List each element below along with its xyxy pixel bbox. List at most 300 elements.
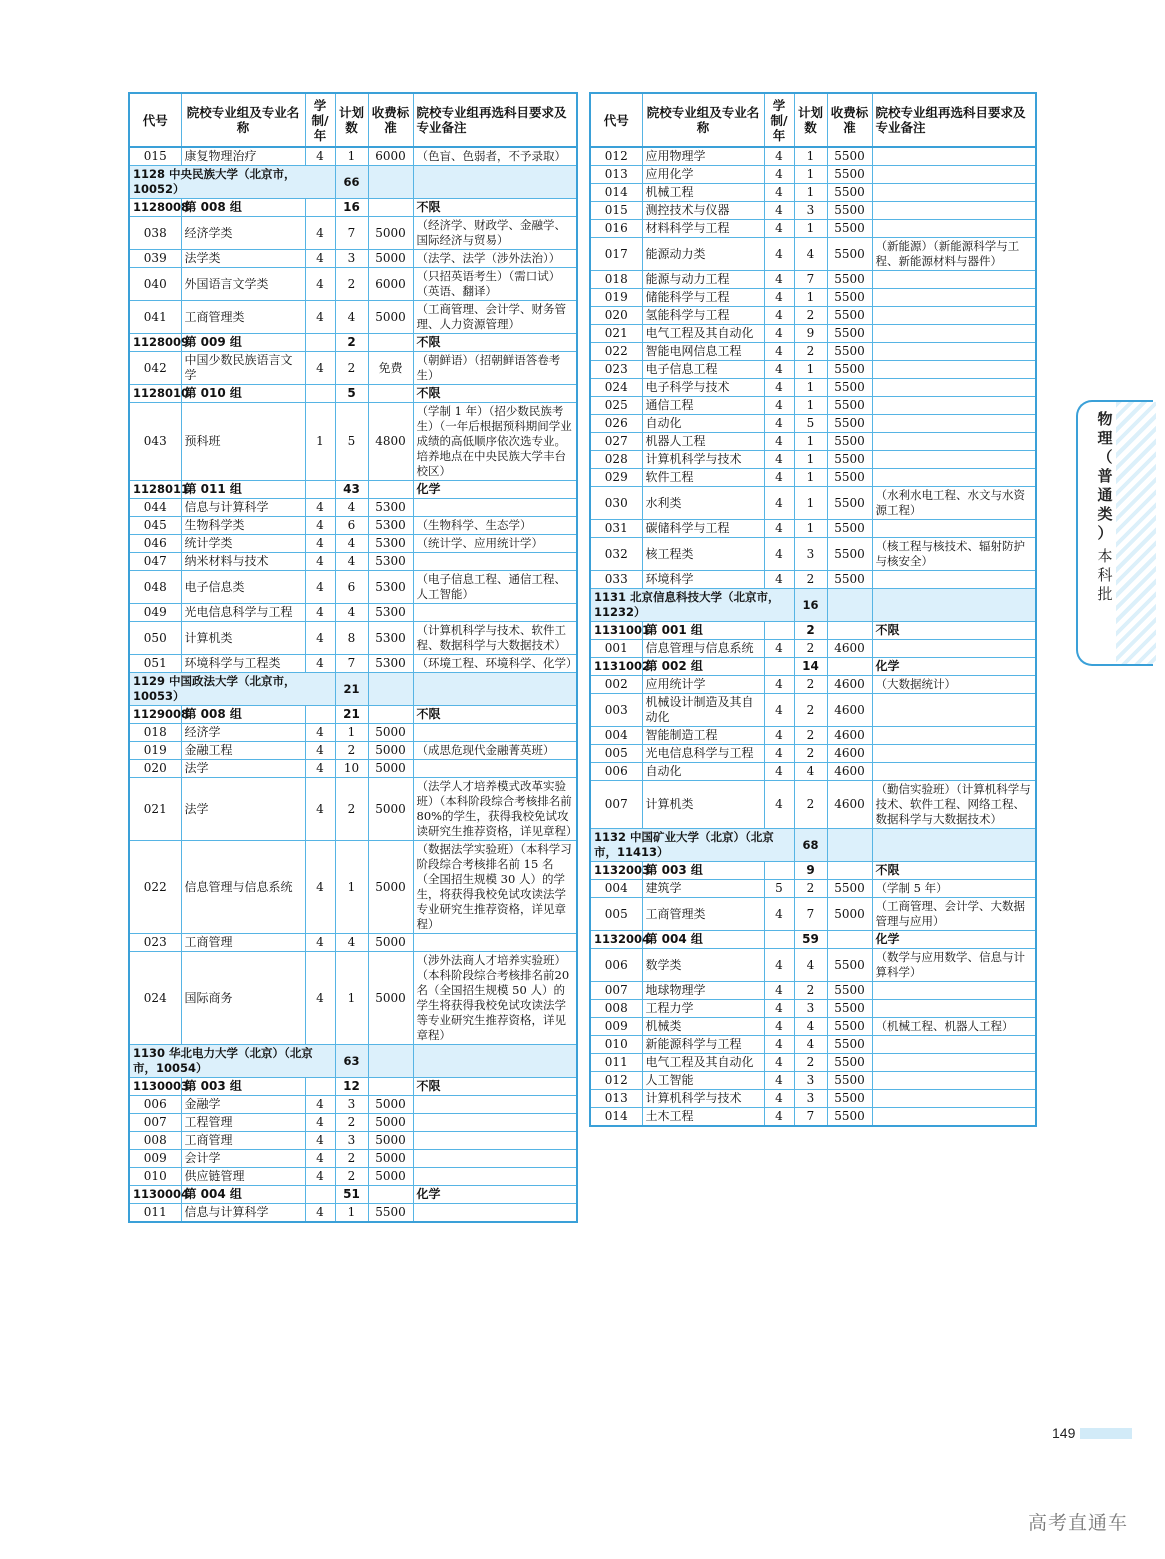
major-note xyxy=(413,1132,577,1150)
major-name: 工商管理类 xyxy=(642,898,764,931)
major-fee: 6000 xyxy=(368,268,413,301)
empty-cell xyxy=(305,1186,335,1204)
major-years: 4 xyxy=(764,1090,794,1108)
major-years: 4 xyxy=(764,781,794,829)
major-code: 013 xyxy=(590,1090,642,1108)
major-plan: 6 xyxy=(335,571,368,604)
major-note xyxy=(872,571,1036,589)
major-plan: 3 xyxy=(794,1072,827,1090)
major-plan: 4 xyxy=(335,553,368,571)
group-row xyxy=(590,658,1036,676)
empty-cell xyxy=(764,622,794,640)
major-years: 4 xyxy=(764,1018,794,1036)
major-row xyxy=(129,1096,577,1114)
major-row xyxy=(590,949,1036,982)
major-fee: 5500 xyxy=(827,325,872,343)
major-fee: 5300 xyxy=(368,553,413,571)
major-years: 4 xyxy=(305,352,335,385)
group-name: 第 004 组 xyxy=(181,1186,305,1204)
group-plan: 21 xyxy=(335,706,368,724)
major-fee: 5500 xyxy=(827,880,872,898)
major-code: 011 xyxy=(129,1204,181,1223)
major-fee: 5000 xyxy=(368,1114,413,1132)
major-note: （生物科学、生态学） xyxy=(413,517,577,535)
major-fee: 5500 xyxy=(827,238,872,271)
empty-cell xyxy=(413,166,577,199)
major-row xyxy=(590,379,1036,397)
university-row xyxy=(129,673,577,706)
group-requirement: 不限 xyxy=(413,1078,577,1096)
major-note: （数据法学实验班）（本科学习阶段综合考核排名前 15 名（全国招生规模 30 人）的学生，将获得我校免试攻读法学专业研究生推荐资格，详见章程） xyxy=(413,841,577,934)
major-years: 4 xyxy=(764,949,794,982)
major-row xyxy=(590,343,1036,361)
major-fee: 5000 xyxy=(368,1096,413,1114)
major-row xyxy=(129,553,577,571)
major-years: 4 xyxy=(764,640,794,658)
major-fee: 5500 xyxy=(827,220,872,238)
major-name: 机器人工程 xyxy=(642,433,764,451)
major-note xyxy=(872,289,1036,307)
header-years: 学制/年 xyxy=(764,93,794,147)
major-plan: 6 xyxy=(335,517,368,535)
major-row xyxy=(590,397,1036,415)
empty-cell xyxy=(764,862,794,880)
major-note xyxy=(413,724,577,742)
group-code: 1130004 xyxy=(129,1186,181,1204)
major-row xyxy=(590,538,1036,571)
major-code: 039 xyxy=(129,250,181,268)
major-row xyxy=(129,1114,577,1132)
empty-cell xyxy=(368,199,413,217)
major-row xyxy=(129,147,577,166)
major-plan: 1 xyxy=(794,361,827,379)
major-code: 043 xyxy=(129,403,181,481)
major-plan: 1 xyxy=(794,379,827,397)
major-row xyxy=(129,217,577,250)
header-code: 代号 xyxy=(590,93,642,147)
major-fee: 5000 xyxy=(368,760,413,778)
major-code: 025 xyxy=(590,397,642,415)
major-note xyxy=(872,982,1036,1000)
major-name: 光电信息科学与工程 xyxy=(181,604,305,622)
major-years: 4 xyxy=(305,760,335,778)
major-note xyxy=(872,166,1036,184)
major-note: （法学、法学（涉外法治）） xyxy=(413,250,577,268)
major-years: 5 xyxy=(764,880,794,898)
major-code: 050 xyxy=(129,622,181,655)
major-note: （只招英语考生）（需口试）（英语、翻译） xyxy=(413,268,577,301)
major-row xyxy=(129,1204,577,1223)
major-name: 核工程类 xyxy=(642,538,764,571)
major-code: 026 xyxy=(590,415,642,433)
major-fee: 5500 xyxy=(827,1018,872,1036)
major-note xyxy=(872,1054,1036,1072)
major-fee: 4600 xyxy=(827,781,872,829)
major-plan: 3 xyxy=(335,1132,368,1150)
side-category-char: 物 xyxy=(1097,410,1113,428)
university-name: 1132 中国矿业大学（北京）（北京市，11413） xyxy=(590,829,794,862)
group-requirement: 不限 xyxy=(413,706,577,724)
major-name: 数学类 xyxy=(642,949,764,982)
major-years: 4 xyxy=(764,202,794,220)
major-note xyxy=(872,1000,1036,1018)
group-requirement: 不限 xyxy=(413,334,577,352)
major-row xyxy=(590,220,1036,238)
major-row xyxy=(129,760,577,778)
major-plan: 1 xyxy=(335,841,368,934)
major-row xyxy=(590,238,1036,271)
university-name: 1128 中央民族大学（北京市，10052） xyxy=(129,166,335,199)
major-plan: 2 xyxy=(794,676,827,694)
major-years: 4 xyxy=(305,742,335,760)
major-plan: 1 xyxy=(794,184,827,202)
major-fee: 5000 xyxy=(368,1168,413,1186)
group-name: 第 002 组 xyxy=(642,658,764,676)
major-code: 010 xyxy=(129,1168,181,1186)
major-plan: 8 xyxy=(335,622,368,655)
group-plan: 16 xyxy=(335,199,368,217)
major-row xyxy=(129,934,577,952)
major-name: 计算机类 xyxy=(642,781,764,829)
major-row xyxy=(590,361,1036,379)
major-fee: 5500 xyxy=(827,469,872,487)
major-fee: 5500 xyxy=(827,361,872,379)
side-tab-stripes xyxy=(1116,402,1156,664)
major-plan: 2 xyxy=(335,742,368,760)
major-fee: 5300 xyxy=(368,571,413,604)
major-row xyxy=(590,520,1036,538)
university-name: 1130 华北电力大学（北京）（北京市，10054） xyxy=(129,1045,335,1078)
group-code: 1129008 xyxy=(129,706,181,724)
major-name: 供应链管理 xyxy=(181,1168,305,1186)
university-row xyxy=(129,166,577,199)
major-note xyxy=(872,745,1036,763)
major-plan: 4 xyxy=(794,1018,827,1036)
major-row xyxy=(590,694,1036,727)
major-plan: 2 xyxy=(794,343,827,361)
major-years: 4 xyxy=(305,934,335,952)
major-name: 信息与计算科学 xyxy=(181,499,305,517)
major-years: 4 xyxy=(764,745,794,763)
major-name: 法学 xyxy=(181,760,305,778)
major-plan: 2 xyxy=(335,1150,368,1168)
major-name: 储能科学与工程 xyxy=(642,289,764,307)
major-note xyxy=(872,379,1036,397)
major-code: 003 xyxy=(590,694,642,727)
major-name: 机械类 xyxy=(642,1018,764,1036)
major-row xyxy=(590,676,1036,694)
major-note: （学制 5 年） xyxy=(872,880,1036,898)
group-requirement: 不限 xyxy=(413,385,577,403)
major-fee: 5500 xyxy=(827,487,872,520)
major-row xyxy=(129,1150,577,1168)
major-years: 4 xyxy=(764,220,794,238)
major-plan: 1 xyxy=(794,433,827,451)
major-row xyxy=(129,841,577,934)
major-note xyxy=(413,1204,577,1223)
empty-cell xyxy=(368,1186,413,1204)
major-years: 4 xyxy=(305,1204,335,1223)
major-years: 4 xyxy=(764,469,794,487)
empty-cell xyxy=(413,1045,577,1078)
group-requirement: 化学 xyxy=(413,1186,577,1204)
major-name: 环境科学 xyxy=(642,571,764,589)
major-code: 022 xyxy=(129,841,181,934)
group-name: 第 010 组 xyxy=(181,385,305,403)
major-plan: 4 xyxy=(794,238,827,271)
major-fee: 5000 xyxy=(368,250,413,268)
major-years: 4 xyxy=(764,694,794,727)
major-fee: 5500 xyxy=(827,1090,872,1108)
major-code: 045 xyxy=(129,517,181,535)
major-code: 007 xyxy=(590,982,642,1000)
group-code: 1132003 xyxy=(590,862,642,880)
major-years: 4 xyxy=(764,166,794,184)
major-name: 纳米材料与技术 xyxy=(181,553,305,571)
major-years: 4 xyxy=(764,1108,794,1127)
major-years: 4 xyxy=(764,520,794,538)
major-code: 004 xyxy=(590,727,642,745)
major-row xyxy=(129,250,577,268)
major-code: 031 xyxy=(590,520,642,538)
major-plan: 1 xyxy=(335,147,368,166)
major-note xyxy=(872,343,1036,361)
major-row xyxy=(590,184,1036,202)
major-code: 014 xyxy=(590,1108,642,1127)
major-fee: 5300 xyxy=(368,517,413,535)
side-batch-char: 批 xyxy=(1097,585,1113,603)
major-name: 计算机科学与技术 xyxy=(642,451,764,469)
side-category-char: 类 xyxy=(1097,505,1113,523)
major-note xyxy=(872,361,1036,379)
major-note xyxy=(413,553,577,571)
major-row xyxy=(590,202,1036,220)
major-note: （大数据统计） xyxy=(872,676,1036,694)
major-row xyxy=(129,1132,577,1150)
group-name: 第 008 组 xyxy=(181,199,305,217)
major-years: 4 xyxy=(764,307,794,325)
empty-cell xyxy=(413,673,577,706)
major-note xyxy=(413,934,577,952)
major-plan: 2 xyxy=(335,268,368,301)
major-code: 012 xyxy=(590,147,642,166)
major-years: 4 xyxy=(764,763,794,781)
major-code: 004 xyxy=(590,880,642,898)
major-row xyxy=(129,499,577,517)
group-name: 第 009 组 xyxy=(181,334,305,352)
major-note xyxy=(872,147,1036,166)
major-row xyxy=(590,1036,1036,1054)
major-row xyxy=(129,622,577,655)
university-row xyxy=(590,829,1036,862)
major-row xyxy=(590,307,1036,325)
major-note: （涉外法商人才培养实验班）（本科阶段综合考核排名前20 名（全国招生规模 50 人）的学生将获得我校免试攻读法学等专业研究生推荐资格，详见章程） xyxy=(413,952,577,1045)
major-name: 材料科学与工程 xyxy=(642,220,764,238)
major-plan: 7 xyxy=(794,1108,827,1127)
major-name: 信息与计算科学 xyxy=(181,1204,305,1223)
major-fee: 5500 xyxy=(827,271,872,289)
major-years: 4 xyxy=(305,1132,335,1150)
admission-table-right xyxy=(589,92,1037,1127)
major-note xyxy=(872,220,1036,238)
major-code: 011 xyxy=(590,1054,642,1072)
major-note xyxy=(413,1168,577,1186)
major-name: 中国少数民族语言文学 xyxy=(181,352,305,385)
major-years: 4 xyxy=(305,655,335,673)
major-fee: 5500 xyxy=(827,1054,872,1072)
major-code: 001 xyxy=(590,640,642,658)
empty-cell xyxy=(305,706,335,724)
major-code: 006 xyxy=(590,763,642,781)
major-row xyxy=(590,166,1036,184)
side-category-char: 通 xyxy=(1097,486,1113,504)
major-note: （法学人才培养模式改革实验班）（本科阶段综合考核排名前80%的学生，获得我校免试攻读研究生推荐资格，详见章程） xyxy=(413,778,577,841)
major-name: 氢能科学与工程 xyxy=(642,307,764,325)
major-row xyxy=(590,1000,1036,1018)
table-header-row xyxy=(129,93,577,147)
major-years: 4 xyxy=(764,676,794,694)
major-row xyxy=(590,1018,1036,1036)
major-plan: 7 xyxy=(794,898,827,931)
group-name: 第 003 组 xyxy=(642,862,764,880)
major-fee: 4600 xyxy=(827,745,872,763)
major-fee: 5500 xyxy=(827,289,872,307)
major-years: 4 xyxy=(764,433,794,451)
major-row xyxy=(590,469,1036,487)
empty-cell xyxy=(764,931,794,949)
university-plan: 68 xyxy=(794,829,827,862)
major-plan: 1 xyxy=(794,520,827,538)
major-name: 工商管理 xyxy=(181,934,305,952)
major-name: 光电信息科学与工程 xyxy=(642,745,764,763)
header-code: 代号 xyxy=(129,93,181,147)
university-name: 1129 中国政法大学（北京市，10053） xyxy=(129,673,335,706)
major-fee: 5500 xyxy=(827,538,872,571)
empty-cell xyxy=(305,199,335,217)
major-plan: 10 xyxy=(335,760,368,778)
major-name: 应用物理学 xyxy=(642,147,764,166)
major-name: 工程力学 xyxy=(642,1000,764,1018)
major-code: 007 xyxy=(590,781,642,829)
major-row xyxy=(129,403,577,481)
major-years: 4 xyxy=(764,451,794,469)
major-years: 4 xyxy=(764,487,794,520)
major-code: 041 xyxy=(129,301,181,334)
group-plan: 9 xyxy=(794,862,827,880)
major-fee: 5500 xyxy=(827,202,872,220)
major-code: 006 xyxy=(590,949,642,982)
header-plan: 计划数 xyxy=(794,93,827,147)
major-row xyxy=(590,433,1036,451)
header-name: 院校专业组及专业名称 xyxy=(642,93,764,147)
major-note xyxy=(872,397,1036,415)
major-years: 4 xyxy=(305,217,335,250)
major-plan: 1 xyxy=(335,724,368,742)
major-years: 4 xyxy=(764,538,794,571)
major-code: 015 xyxy=(129,147,181,166)
major-code: 030 xyxy=(590,487,642,520)
group-row xyxy=(129,334,577,352)
major-note xyxy=(413,1114,577,1132)
major-code: 021 xyxy=(129,778,181,841)
major-years: 4 xyxy=(305,724,335,742)
major-row xyxy=(129,604,577,622)
major-note xyxy=(872,307,1036,325)
major-note xyxy=(413,604,577,622)
header-plan: 计划数 xyxy=(335,93,368,147)
major-name: 智能制造工程 xyxy=(642,727,764,745)
major-fee: 5500 xyxy=(827,1000,872,1018)
table-body-right xyxy=(590,147,1036,1126)
major-note: （勤信实验班）（计算机科学与技术、软件工程、网络工程、数据科学与大数据技术） xyxy=(872,781,1036,829)
major-note xyxy=(872,727,1036,745)
page-number: 149 xyxy=(1052,1425,1076,1441)
major-code: 023 xyxy=(590,361,642,379)
major-plan: 7 xyxy=(335,217,368,250)
major-name: 地球物理学 xyxy=(642,982,764,1000)
side-category-char: 理 xyxy=(1097,429,1113,447)
major-name: 生物科学类 xyxy=(181,517,305,535)
major-code: 046 xyxy=(129,535,181,553)
page-number-bar xyxy=(1080,1428,1132,1439)
major-fee: 4800 xyxy=(368,403,413,481)
major-plan: 4 xyxy=(335,604,368,622)
major-fee: 6000 xyxy=(368,147,413,166)
major-fee: 5000 xyxy=(368,1150,413,1168)
major-fee: 5500 xyxy=(827,397,872,415)
major-fee: 5000 xyxy=(368,742,413,760)
major-row xyxy=(590,1108,1036,1127)
empty-cell xyxy=(872,589,1036,622)
major-fee: 5500 xyxy=(827,184,872,202)
major-years: 4 xyxy=(764,238,794,271)
major-fee: 5000 xyxy=(368,217,413,250)
empty-cell xyxy=(368,673,413,706)
major-years: 4 xyxy=(305,517,335,535)
major-code: 038 xyxy=(129,217,181,250)
major-plan: 2 xyxy=(794,880,827,898)
side-category-char: ） xyxy=(1097,524,1113,542)
group-requirement: 不限 xyxy=(872,622,1036,640)
empty-cell xyxy=(368,481,413,499)
major-code: 018 xyxy=(129,724,181,742)
major-plan: 5 xyxy=(335,403,368,481)
major-row xyxy=(590,1090,1036,1108)
major-years: 4 xyxy=(764,397,794,415)
major-plan: 1 xyxy=(794,147,827,166)
major-fee: 免费 xyxy=(368,352,413,385)
major-name: 建筑学 xyxy=(642,880,764,898)
major-plan: 7 xyxy=(335,655,368,673)
major-row xyxy=(129,352,577,385)
major-fee: 5500 xyxy=(827,166,872,184)
major-note xyxy=(872,451,1036,469)
major-plan: 1 xyxy=(794,166,827,184)
major-plan: 9 xyxy=(794,325,827,343)
major-code: 022 xyxy=(590,343,642,361)
major-fee: 5500 xyxy=(827,379,872,397)
group-name: 第 001 组 xyxy=(642,622,764,640)
major-name: 法学 xyxy=(181,778,305,841)
major-code: 016 xyxy=(590,220,642,238)
major-fee: 5000 xyxy=(368,952,413,1045)
major-years: 4 xyxy=(305,952,335,1045)
watermark: 高考直通车 xyxy=(1028,1512,1129,1534)
major-code: 044 xyxy=(129,499,181,517)
major-years: 4 xyxy=(305,250,335,268)
major-row xyxy=(590,289,1036,307)
university-plan: 66 xyxy=(335,166,368,199)
